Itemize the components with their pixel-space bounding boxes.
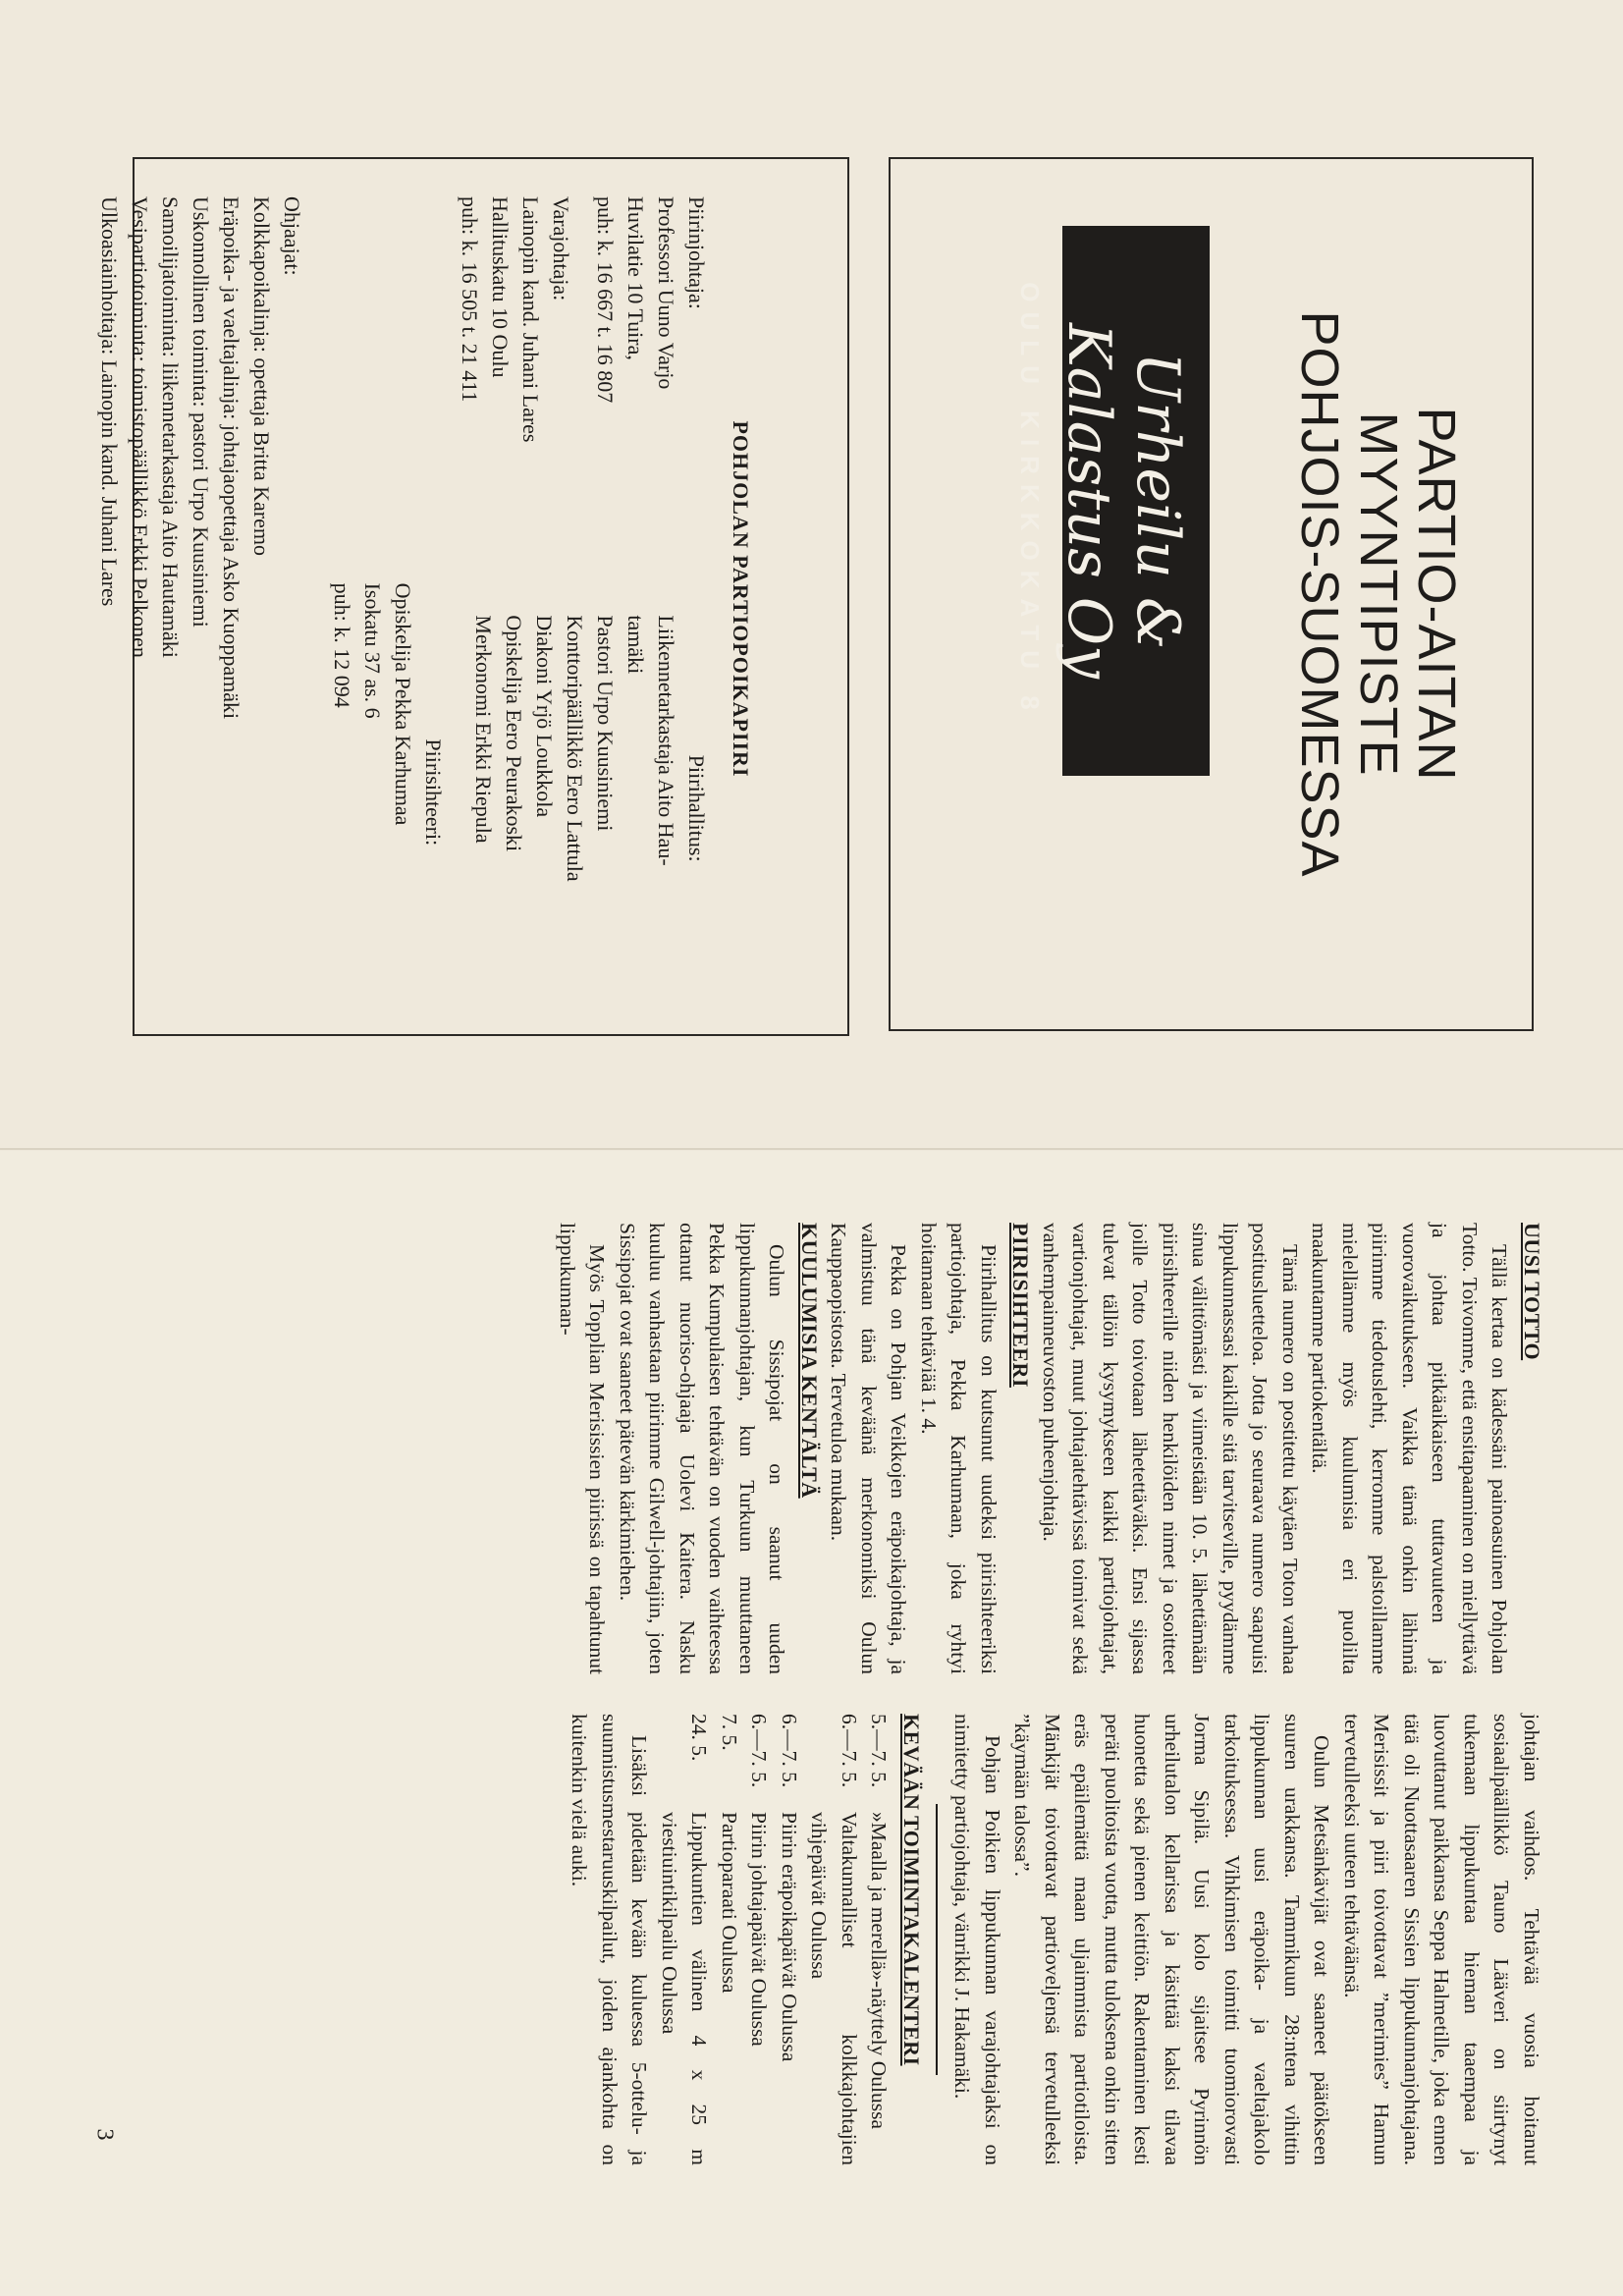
board-line: Merkonomi Erkki Riepula xyxy=(471,615,496,844)
instructors-block xyxy=(94,196,307,1002)
calendar-date: 5.—7. 5. xyxy=(867,1714,892,1788)
news-heading: PIIRISIHTEERI xyxy=(1008,1223,1034,1388)
news-heading: KUULUMISIA KENTÄLTÄ xyxy=(797,1223,822,1499)
calendar-date: 6.—7. 5. xyxy=(747,1714,772,1788)
calendar-row xyxy=(655,1714,715,2165)
calendar-row xyxy=(715,1714,745,2165)
calendar-row xyxy=(775,1714,805,2165)
leader-line: Professori Uuno Varjo xyxy=(654,196,678,390)
board-line: Opiskelija Eero Peurakoski xyxy=(502,615,526,852)
shop-name: Urheilu & Kalastus Oy xyxy=(1055,322,1192,680)
instructors-label: Ohjaajat: xyxy=(280,196,304,276)
leader-line: puh: k. 16 667 t. 16 807 xyxy=(593,196,618,404)
ad-heading xyxy=(1290,157,1465,1031)
deputy-label: Varajohtaja: xyxy=(549,196,573,301)
calendar-event: »Maalla ja merellä»-näyttely Oulussa xyxy=(867,1812,892,2129)
calendar-date: 6.—7. 5. xyxy=(778,1714,801,1788)
news-column-1 xyxy=(553,1223,1547,1674)
news-paragraph: Pohjan Poikien lippukunnan varajohtajaksi on nimitetty partiojohtaja, vänrikki J. Hakamäki. xyxy=(950,1714,1004,2165)
ad-line-2: MYYNTIPISTE xyxy=(1348,411,1408,777)
leader-line: Huvilatie 10 Tuira, xyxy=(623,196,648,360)
news-paragraph: Pekka on Pohjan Veikkojen eräpoikajohtaja, ja valmistuu tänä keväänä merkonomiksi Oulun Kauppaopistosta. Tervetuloa mukaan. xyxy=(827,1223,911,1674)
deputy-line: Lainopin kand. Juhani Lares xyxy=(518,196,543,443)
secretary-line: puh: k. 12 094 xyxy=(330,582,354,708)
page-number: 3 xyxy=(91,2128,118,2141)
news-paragraph: Piirihallitus on kutsunut uudeksi piirisihteeriksi partiojohtaja, Pekka Karhumaan, joka ryhtyi hoitamaan tehtäviää 1. 4. xyxy=(917,1223,1001,1674)
secretary-line: Opiskelija Pekka Karhumaa xyxy=(391,582,415,826)
calendar-event: Lippukuntien välinen 4 x 25 m viestiuintikilpailu Oulussa xyxy=(658,1812,712,2165)
district-right-column xyxy=(455,615,712,1002)
ad-line-1: PARTIO-AITAN xyxy=(1407,407,1466,782)
secretary-label: Piirisihteeri: xyxy=(421,738,446,847)
news-heading: UUSI TOTTO xyxy=(1520,1223,1544,1361)
instructor-line: Vesipartiotoiminta: toimistopäällikkö Erkki Pelkonen xyxy=(128,196,152,658)
news-paragraph: Oulun Sissipojat on saanut uuden lippukunnanjohtajan, kun Turkuun muuttaneen Pekka Kumpulaisen tehtävän on vuoden vaihteessa ottanut nuoriso-ohjaaja Uolevi Kaitera. Nasku kuuluu vanhastaan piirimme Gilwell-johtajiin, joten Sissipojat ovat saaneet pätevän kärkimiehen. xyxy=(616,1223,789,1674)
instructor-line: Kolkkapoikalinja: opettaja Britta Karemo xyxy=(249,196,274,556)
instructor-line: Uskonnollinen toiminta: pastori Urpo Kuusiniemi xyxy=(189,196,213,628)
news-paragraph: Tällä kertaa on kädessäni painoasuinen Pohjolan Totto. Toivomme, että ensitapaaminen on miellyttävä ja johtaa pitkäaikaiseen tuttavuuteen ja vuorovaikutukseen. Vaikka tämä onkin lähinnä piirimme tiedotuslehti, kerromme palstoillamme mielellämme myös kuulumisia eri puolilta maakuntamme partiokentältä. xyxy=(1308,1223,1512,1674)
news-paragraph: Myös Topplian Merisissien piirissä on tapahtunut lippukunnan- xyxy=(556,1223,610,1674)
calendar-event: Valtakunnalliset kolkkajohtajien vihjepäivät Oulussa xyxy=(807,1812,861,2165)
calendar-date: 6.—7. 5. xyxy=(838,1714,861,1788)
calendar-row xyxy=(744,1714,775,2165)
board-line: Liikennetarkastaja Aito Hau- xyxy=(654,615,678,866)
calendar-event: Piirin johtajapäivät Oulussa xyxy=(747,1812,772,2047)
calendar-row xyxy=(864,1714,894,2165)
board-line: Diakoni Yrjö Loukkola xyxy=(532,615,557,818)
board-line: tamäki xyxy=(623,615,648,675)
page-fold xyxy=(0,1148,1623,1150)
divider xyxy=(936,1804,938,2075)
leader-label: Piirinjohtaja: xyxy=(684,196,709,309)
board-line: Pastori Urpo Kuusiniemi xyxy=(593,615,618,832)
shop-banner xyxy=(1015,226,1210,776)
deputy-line: Hallituskatu 10 Oulu xyxy=(488,196,513,378)
news-paragraph: Tämä numero on postitettu käytäen Toton vanhaa postitusluetteloa. Jotta jo seuraava numero saapuisi lippukunnassasi kaikille sitä tarvitseville, pyydämme sinua välittömästi ja viimeistään 10. 5. lähettämään piirisihteerille niiden henkilöiden nimet ja osoitteet joille Totto toivotaan lähetettäväksi. Ensi sijassa tulevat tällöin kysymykseen kaikki partiojohtajat, vartionjohtajat, muut johtajatehtävissä toimivat sekä vanhempainneuvoston puheenjohtaja. xyxy=(1039,1223,1302,1674)
news-paragraph: johtajan vaihdos. Tehtävää vuosia hoitanut sosiaalipäällikkö Tauno Lääveri on siirtynyt tukemaan lippukuntaa hieman taaempaa ja luovuttanut paikkansa Seppa Halmetille, joka ennen tätä oli Nuottasaaren Sissien lippukunnanjohtajana. Merisissit ja piiri toivottavat ”merimies” Hamun tervetulleeksi uuteen tehtäväänsä. xyxy=(1340,1714,1543,2165)
board-line: Konttoripäällikkö Eero Lattula xyxy=(563,615,587,882)
calendar-event: Piirin eräpoikapäivät Oulussa xyxy=(778,1812,801,2062)
news-page xyxy=(133,1223,1546,2175)
ad-panel xyxy=(889,157,1534,1031)
news-paragraph: Lisäksi pidetään kevään kuluessa 5-ottelu- ja suunnistusmestaruuskilpailut, joiden ajankohta on kuitenkin vielä auki. xyxy=(568,1714,652,2165)
ad-line-3: POHJOIS-SUOMESSA xyxy=(1290,310,1350,878)
deputy-line: puh: k. 16 505 t. 21 411 xyxy=(458,196,482,403)
calendar-row xyxy=(804,1714,864,2165)
news-heading: KEVÄÄN TOIMINTAKALENTERI xyxy=(899,1714,924,2066)
calendar-date: 7. 5. xyxy=(718,1714,741,1751)
shop-address: OULU KIRKKOKATU 8 xyxy=(1015,282,1045,720)
district-info xyxy=(94,196,756,1002)
news-paragraph: Oulun Metsänkävijät ovat saaneet päätökseen suuren urakkansa. Tammikuun 28:ntena vihittin lippukunnan uusi eräpoika- ja vaeltajakolo tarkoituksessa. Vihkimisen toimitti tuomiorovasti Jorma Sipilä. Uusi kolo sijaitsee Pyrinnön urheilutalon kellarissa ja käsittää kaksi tilavaa huonetta sekä pienen keittiön. Rakentaminen kesti peräti puolitoista vuotta, mutta tuloksena onkin sitten eräs epäilemättä maan uljaimmista partiotiloista. Mänkijät toivottavat partioveljensä tervetulleeksi ”käymään talossa”. xyxy=(1010,1714,1334,2165)
district-title: POHJOLAN PARTIOPOIKAPIIRI xyxy=(729,420,753,778)
calendar-event: Partioparaati Oulussa xyxy=(718,1812,741,1994)
district-left-column xyxy=(455,196,712,583)
instructor-line: Samoilijatoiminta: liikennetarkastaja Aito Hautamäki xyxy=(158,196,183,658)
instructor-line: Eräpoika- ja vaeltajalinja: johtajaopettaja Asko Kuoppamäki xyxy=(219,196,243,720)
secretary-line: Isokatu 37 as. 6 xyxy=(360,582,385,719)
secretary-block xyxy=(327,583,449,1002)
board-label: Piirihallitus: xyxy=(684,754,709,862)
calendar-date: 24. 5. xyxy=(687,1714,712,1762)
instructor-line: Ulkoasiainhoitaja: Lainopin kand. Juhani Lares xyxy=(97,196,122,607)
news-column-2 xyxy=(565,1714,1546,2165)
district-panel xyxy=(97,157,849,1036)
